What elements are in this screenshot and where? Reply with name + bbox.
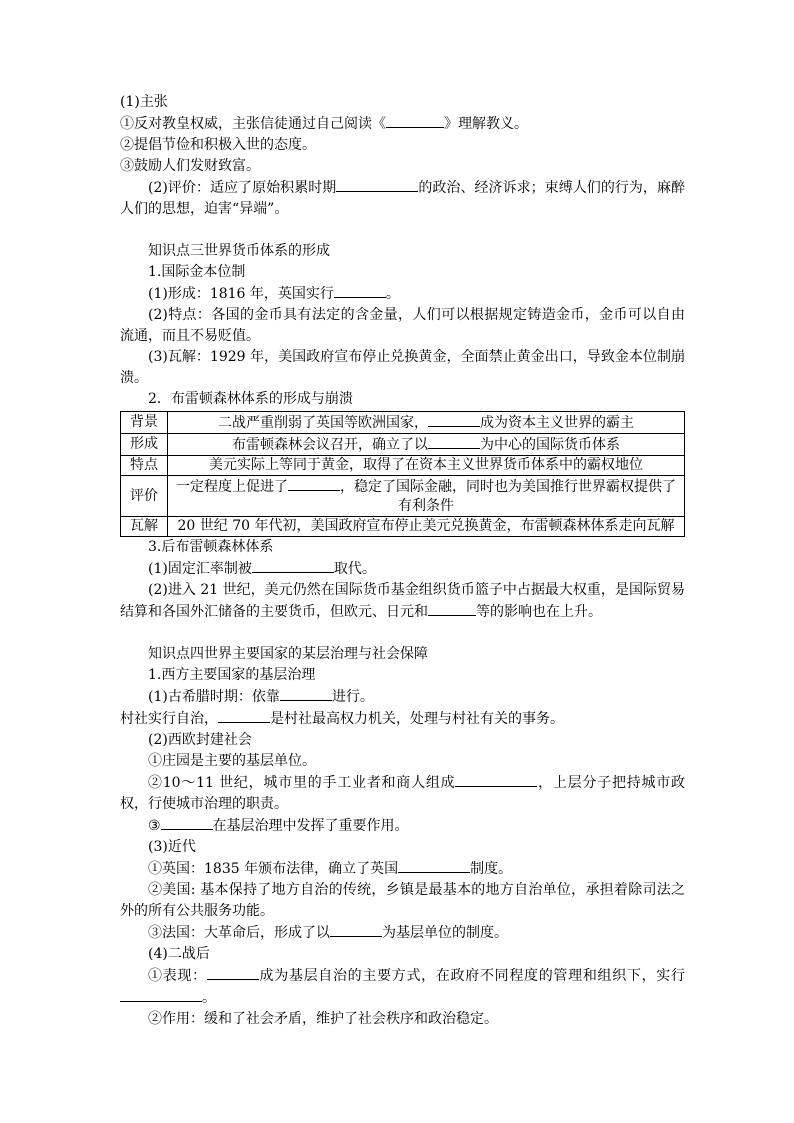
paragraph: ②10～11 世纪，城市里的手工业者和商人组成 ，上层分子把持城市政权，行使城市治理的职责。 bbox=[120, 772, 685, 815]
table-value-cell: 二战严重削弱了英国等欧洲国家， 成为资本主义世界的霸主 bbox=[168, 412, 685, 434]
table-value-cell: 20 世纪 70 年代初，美国政府宣布停止美元兑换黄金，布雷顿森林体系走向瓦解 bbox=[168, 517, 685, 537]
fill-blank[interactable] bbox=[428, 412, 480, 427]
paragraph: ①反对教皇权威，主张信徒通过自己阅读《 》理解教义。 bbox=[120, 113, 685, 135]
table-row bbox=[121, 434, 685, 456]
paragraph: ②作用：缓和了社会矛盾，维护了社会秩序和政治稳定。 bbox=[148, 1011, 498, 1027]
fill-blank[interactable] bbox=[252, 558, 334, 573]
paragraph: ③鼓励人们发财致富。 bbox=[120, 158, 260, 174]
fill-blank[interactable] bbox=[218, 708, 270, 723]
fill-blank[interactable] bbox=[398, 858, 470, 873]
table-value-cell: 一定程度上促进了 ，稳定了国际金融，同时也为美国推行世界霸权提供了有利条件 bbox=[168, 476, 685, 517]
fill-blank[interactable] bbox=[455, 772, 537, 787]
fill-blank[interactable] bbox=[386, 113, 444, 128]
bretton-woods-table bbox=[120, 411, 685, 537]
table-key-cell: 评价 bbox=[121, 476, 168, 517]
paragraph: (1)古希腊时期：依靠 进行。 bbox=[120, 686, 685, 708]
fill-blank[interactable] bbox=[288, 476, 340, 491]
subheading: (4)二战后 bbox=[148, 946, 210, 962]
paragraph: (1)形成：1816 年，英国实行 。 bbox=[120, 283, 685, 305]
subheading-proposition: (1)主张 bbox=[120, 94, 168, 110]
subheading: (2)西欧封建社会 bbox=[148, 732, 252, 748]
table-key-cell: 瓦解 bbox=[121, 517, 168, 537]
fill-blank[interactable] bbox=[161, 815, 213, 830]
table-key-cell: 特点 bbox=[121, 456, 168, 476]
table-key-cell: 背景 bbox=[121, 412, 168, 434]
subheading: 2．布雷顿森林体系的形成与崩溃 bbox=[148, 391, 353, 407]
paragraph: ③法国：大革命后，形成了以 为基层单位的制度。 bbox=[120, 922, 685, 944]
paragraph: ②提倡节俭和积极入世的态度。 bbox=[120, 137, 316, 153]
subheading: 1.西方主要国家的基层治理 bbox=[148, 667, 316, 683]
table-row bbox=[121, 456, 685, 476]
subheading: 1.国际金本位制 bbox=[148, 264, 246, 280]
subheading: (3)近代 bbox=[148, 839, 196, 855]
paragraph: (1)固定汇率制被 取代。 bbox=[120, 558, 685, 580]
fill-blank[interactable] bbox=[336, 177, 418, 192]
fill-blank[interactable] bbox=[428, 434, 480, 449]
fill-blank[interactable] bbox=[330, 922, 382, 937]
paragraph: (3)瓦解：1929 年，美国政府宣布停止兑换黄金，全面禁止黄金出口，导致金本位制崩溃。 bbox=[120, 349, 685, 386]
fill-blank[interactable] bbox=[207, 965, 259, 980]
fill-blank[interactable] bbox=[428, 601, 476, 616]
document-page bbox=[120, 92, 685, 1030]
table-row bbox=[121, 412, 685, 434]
table-row bbox=[121, 517, 685, 537]
paragraph: ①庄园是主要的基层单位。 bbox=[148, 753, 316, 769]
fill-blank[interactable] bbox=[120, 987, 202, 1002]
paragraph: (2)特点：各国的金币具有法定的含金量，人们可以根据规定铸造金币，金币可以自由流通，而且不易贬值。 bbox=[120, 307, 685, 344]
table-value-cell: 布雷顿森林会议召开，确立了以 为中心的国际货币体系 bbox=[168, 434, 685, 456]
paragraph: ②美国: 基本保持了地方自治的传统，乡镇是最基本的地方自治单位，承担着除司法之外的所有公共服务功能。 bbox=[120, 882, 685, 919]
table-key-cell: 形成 bbox=[121, 434, 168, 456]
paragraph: 村社实行自治， 是村社最高权力机关，处理与村社有关的事务。 bbox=[120, 708, 685, 730]
paragraph: ③ 在基层治理中发挥了重要作用。 bbox=[120, 815, 685, 837]
fill-blank[interactable] bbox=[280, 686, 332, 701]
table-value-cell: 美元实际上等同于黄金，取得了在资本主义世界货币体系中的霸权地位 bbox=[168, 456, 685, 476]
paragraph: (2)进入 21 世纪，美元仍然在国际货币基金组织货币篮子中占据最大权重，是国际贸易结算和各国外汇储备的主要货币，但欧元、日元和 等的影响也在上升。 bbox=[120, 582, 685, 620]
fill-blank[interactable] bbox=[334, 283, 386, 298]
paragraph: (2)评价：适应了原始积累时期 的政治、经济诉求；束缚人们的行为，麻醉人们的思想，迫害“异端”。 bbox=[120, 177, 685, 220]
table-row bbox=[121, 476, 685, 517]
section-title: 知识点三世界货币体系的形成 bbox=[148, 243, 330, 259]
section-title: 知识点四世界主要国家的某层治理与社会保障 bbox=[148, 646, 428, 662]
subheading: 3.后布雷顿森林体系 bbox=[148, 539, 274, 555]
paragraph: ①英国：1835 年颁布法律，确立了英国 制度。 bbox=[120, 858, 685, 880]
paragraph: ①表现： 成为基层自治的主要方式，在政府不同程度的管理和组织下，实行。 bbox=[120, 965, 685, 1009]
